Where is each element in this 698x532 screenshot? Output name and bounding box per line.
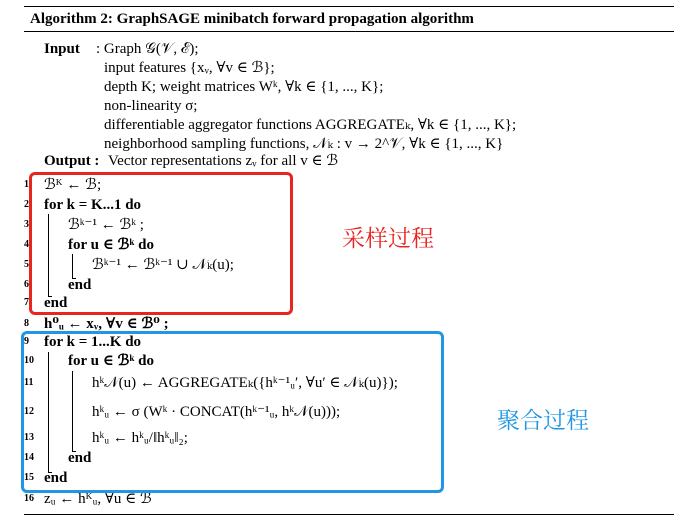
bottom-rule — [24, 514, 674, 515]
input-line-sampling: neighborhood sampling functions, 𝒩ₖ : v → 2^𝒱, ∀k ∈ {1, ..., K} — [104, 136, 504, 152]
code-line-5: ℬᵏ⁻¹ ← ℬᵏ⁻¹ ∪ 𝒩ₖ(u); — [92, 257, 234, 273]
code-line-8: h⁰ᵤ ← xᵥ, ∀v ∈ ℬ⁰ ; — [44, 316, 169, 332]
line-number: 9 — [24, 336, 29, 347]
input-line-features: input features {xᵥ, ∀v ∈ ℬ}; — [104, 60, 275, 76]
aggregation-annotation: 聚合过程 — [497, 408, 589, 434]
code-line-11: hᵏ𝒩(u) ← AGGREGATEₖ({hᵏ⁻¹ᵤ′, ∀u′ ∈ 𝒩ₖ(u)}); — [92, 375, 398, 391]
line-number: 1 — [24, 179, 29, 190]
code-line-6: end — [68, 277, 92, 293]
line-number: 14 — [24, 452, 34, 463]
code-line-14: end — [68, 450, 92, 466]
line-number: 12 — [24, 406, 34, 417]
line-number: 16 — [24, 493, 34, 504]
output-label: Output : — [44, 153, 100, 169]
input-line-aggregator: differentiable aggregator functions AGGREGATEₖ, ∀k ∈ {1, ..., K}; — [104, 117, 517, 133]
line-number: 3 — [24, 219, 29, 230]
aggregation-highlight-box — [21, 331, 444, 493]
sampling-highlight-box — [29, 172, 293, 315]
line-number: 2 — [24, 199, 29, 210]
top-rule — [24, 6, 674, 7]
sampling-annotation: 采样过程 — [342, 226, 434, 252]
title-rule — [24, 31, 674, 32]
line-number: 15 — [24, 472, 34, 483]
code-line-15: end — [44, 470, 68, 486]
line-number: 7 — [24, 297, 29, 308]
line-number: 10 — [24, 355, 34, 366]
input-line-nonlinearity: non-linearity σ; — [104, 98, 198, 114]
input-line-depth: depth K; weight matrices Wᵏ, ∀k ∈ {1, ..., K}; — [104, 79, 384, 95]
code-line-12: hᵏᵤ ← σ (Wᵏ · CONCAT(hᵏ⁻¹ᵤ, hᵏ𝒩(u))); — [92, 404, 341, 420]
line-number: 5 — [24, 259, 29, 270]
line-number: 4 — [24, 239, 29, 250]
code-line-16: zᵤ ← hᴷᵤ, ∀u ∈ ℬ — [44, 491, 152, 507]
line-number: 8 — [24, 318, 29, 329]
input-line-graph: : Graph 𝒢(𝒱, ℰ); — [96, 41, 199, 57]
code-line-9: for k = 1...K do — [44, 334, 142, 350]
code-line-1: ℬᴷ ← ℬ; — [44, 177, 102, 193]
code-line-7: end — [44, 295, 68, 311]
output-text: Vector representations zᵥ for all v ∈ ℬ — [108, 153, 339, 169]
line-number: 6 — [24, 279, 29, 290]
line-number: 13 — [24, 432, 34, 443]
code-line-3: ℬᵏ⁻¹ ← ℬᵏ ; — [68, 217, 144, 233]
line-number: 11 — [24, 377, 34, 388]
code-line-10: for u ∈ ℬᵏ do — [68, 353, 155, 369]
algorithm-title: Algorithm 2: GraphSAGE minibatch forward propagation algorithm — [30, 11, 474, 27]
input-label: Input — [44, 41, 80, 57]
code-line-4: for u ∈ ℬᵏ do — [68, 237, 155, 253]
code-line-13: hᵏᵤ ← hᵏᵤ/‖hᵏᵤ‖₂; — [92, 430, 188, 446]
code-line-2: for k = K...1 do — [44, 197, 142, 213]
